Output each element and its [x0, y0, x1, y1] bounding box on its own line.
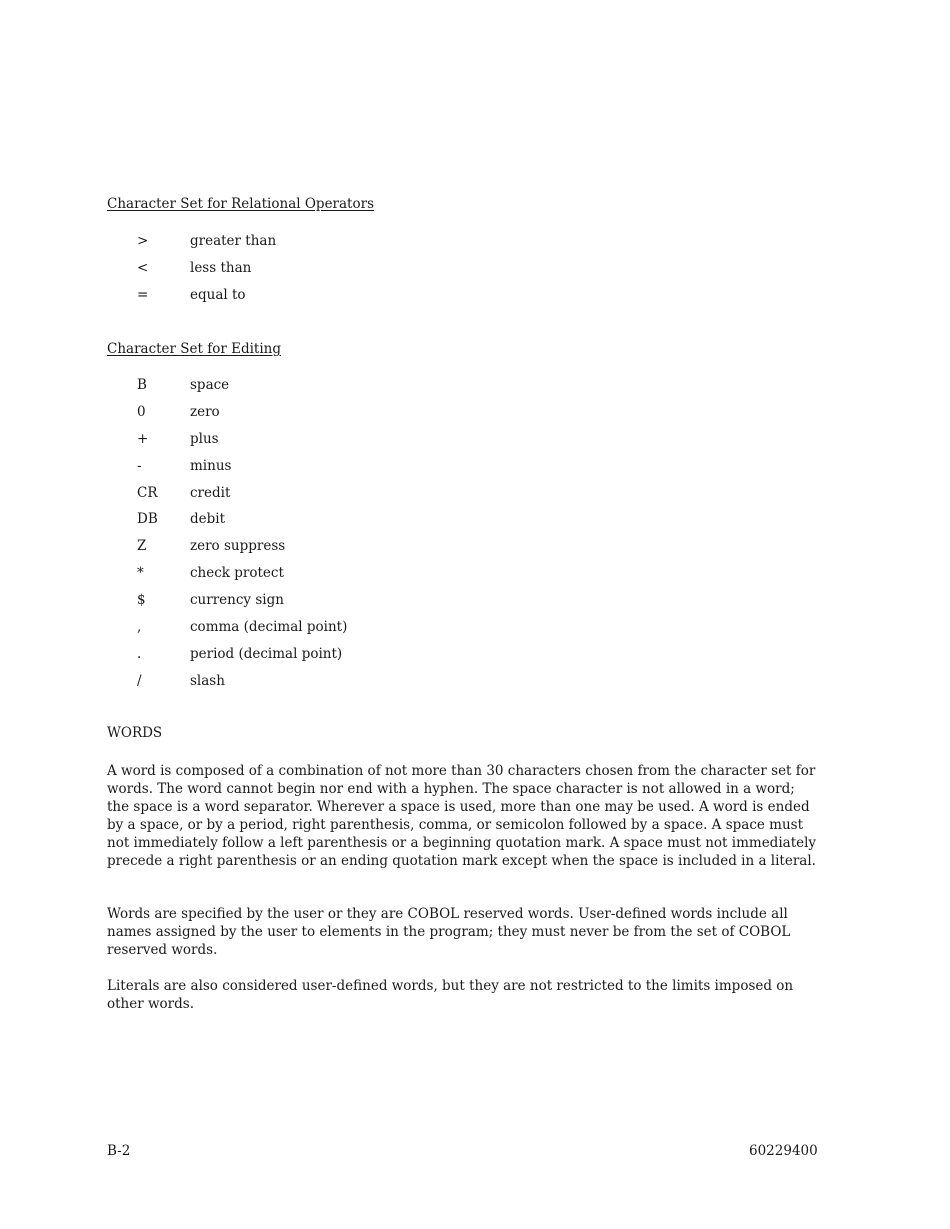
words-paragraph: Literals are also considered user-defined words, but they are not restricted to the limits imposed on other words. [107, 978, 794, 1012]
editing-meaning: zero [190, 404, 220, 420]
words-paragraph: A word is composed of a combination of not more than 30 characters chosen from the character set for words. The word cannot begin nor end with a hyphen. The space character is not allowed in a word; the space is a word separator. Wherever a space is used, more than one may be used. A word is ended by a space, or by a period, right parenthesis, comma, or semicolon followed by a space. A space must not immediately follow a left parenthesis or a beginning quotation mark. A space must not immediately precede a right parenthesis or an ending quotation mark except when the space is included in a literal. [107, 763, 817, 869]
editing-row [0, 646, 500, 666]
editing-row [0, 538, 500, 558]
editing-symbol: DB [137, 511, 158, 527]
editing-symbol: Z [137, 538, 147, 554]
editing-meaning: check protect [190, 565, 284, 581]
editing-meaning: credit [190, 485, 231, 501]
editing-symbol: + [137, 431, 149, 447]
editing-row [0, 619, 500, 639]
editing-heading: Character Set for Editing [107, 341, 282, 357]
operator-meaning: equal to [190, 287, 246, 303]
editing-row [0, 592, 500, 612]
operator-symbol: > [137, 233, 149, 249]
words-section-title: WORDS [107, 725, 163, 741]
editing-symbol: / [137, 673, 142, 689]
editing-meaning: space [190, 377, 230, 393]
editing-symbol: $ [137, 592, 146, 608]
operator-symbol: = [137, 287, 149, 303]
editing-symbol: 0 [137, 404, 146, 420]
editing-row [0, 458, 500, 478]
editing-symbol: * [137, 565, 144, 581]
editing-row [0, 565, 500, 585]
words-paragraph: Words are specified by the user or they are COBOL reserved words. User-defined words include all names assigned by the user to elements in the program; they must never be from the set of COBOL reserved words. [107, 906, 791, 958]
operator-meaning: less than [190, 260, 252, 276]
operator-meaning: greater than [190, 233, 277, 249]
editing-row [0, 431, 500, 451]
editing-meaning: plus [190, 431, 219, 447]
editing-meaning: slash [190, 673, 225, 689]
editing-symbol: - [137, 458, 142, 474]
page-number: B-2 [107, 1143, 131, 1159]
operator-symbol: < [137, 260, 149, 276]
editing-meaning: minus [190, 458, 232, 474]
editing-meaning: period (decimal point) [190, 646, 343, 662]
editing-row [0, 673, 500, 693]
editing-row [0, 404, 500, 424]
editing-meaning: currency sign [190, 592, 284, 608]
document-number: 60229400 [749, 1143, 818, 1159]
relational-operators-heading: Character Set for Relational Operators [107, 196, 374, 212]
editing-symbol: B [137, 377, 147, 393]
editing-meaning: comma (decimal point) [190, 619, 348, 635]
relational-row [0, 260, 500, 280]
editing-row [0, 511, 500, 531]
editing-meaning: debit [190, 511, 226, 527]
editing-row [0, 485, 500, 505]
editing-meaning: zero suppress [190, 538, 286, 554]
editing-symbol: CR [137, 485, 158, 501]
relational-row [0, 287, 500, 307]
relational-row [0, 233, 500, 253]
editing-symbol: . [137, 646, 142, 662]
editing-symbol: , [137, 619, 142, 635]
editing-row [0, 377, 500, 397]
